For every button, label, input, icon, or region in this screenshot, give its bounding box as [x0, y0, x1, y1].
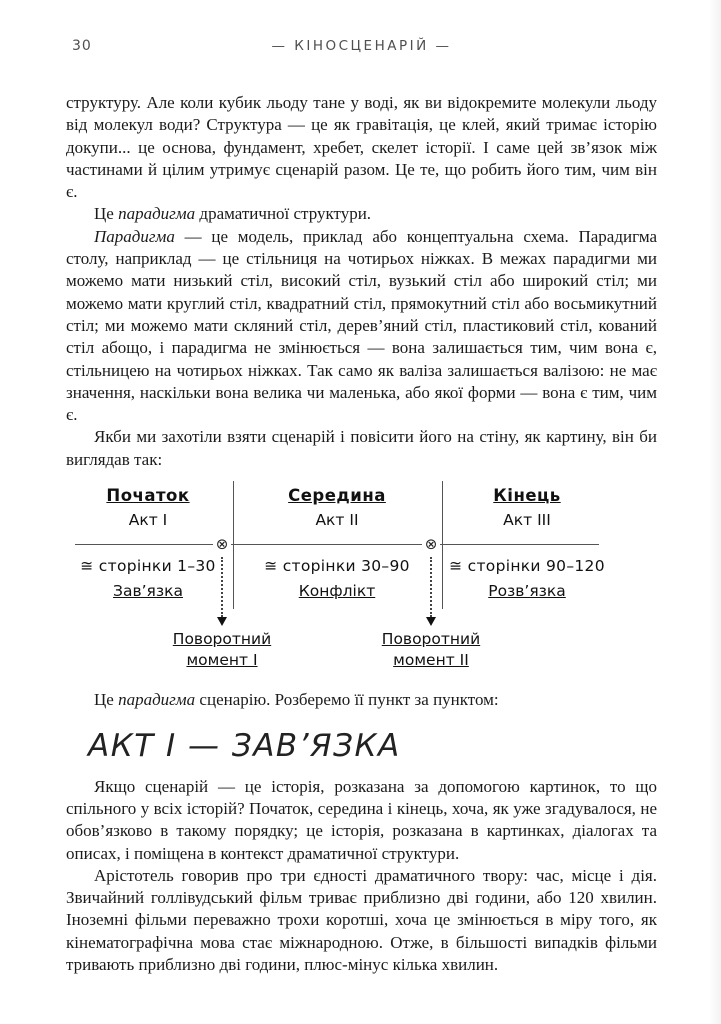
circled-times-icon: ⊗ [422, 535, 440, 553]
page-number: 30 [72, 38, 92, 54]
paragraph-paradigm-of-screenplay [66, 689, 657, 711]
paradigm-diagram [66, 477, 657, 679]
column-label: Конфлікт [298, 582, 376, 601]
arrowhead-icon [217, 617, 227, 626]
italic-term-paradigm: парадигма [118, 204, 196, 224]
circled-times-icon: ⊗ [213, 535, 231, 553]
diagram-column-end [439, 485, 615, 604]
turning-point-arrow-2 [430, 557, 432, 617]
diagram-column-beginning [60, 485, 236, 604]
turning-point-line: Поворотний [381, 630, 481, 649]
turning-point-label-1 [147, 629, 297, 671]
paragraph-text: Це [94, 690, 119, 710]
paragraph-text: драматичної структури. [195, 204, 372, 224]
column-label: Розв’язка [488, 582, 566, 601]
italic-term-paradigm: Парадигма [94, 226, 175, 246]
diagram-column-middle [249, 485, 425, 604]
running-title: — КІНОСЦЕНАРІЙ — [271, 38, 452, 54]
column-act: Акт II [315, 511, 359, 530]
column-title: Кінець [493, 486, 561, 506]
column-title: Середина [288, 486, 386, 506]
paragraph-text: Це [94, 204, 119, 224]
paragraph-aristotle: Арістотель говорив про три єдності драматичного твору: час, місце і дія. Звичайний голлівудський фільм триває приблизно дві години, або 120 хвилин. Іноземні фільми переважно трохи коротші, хоча це змінюється в міру того, як кінематографічна мова стає міжнародною. Отже, в більшості випадків фільми тривають приблизно дві години, плюс-мінус кілька хвилин. [66, 865, 657, 975]
turning-point-arrow-1 [221, 557, 223, 617]
turning-point-line: момент II [393, 651, 469, 670]
running-head [66, 38, 657, 58]
column-spacer [439, 533, 615, 555]
article-body [66, 92, 657, 976]
turning-point-line: Поворотний [172, 630, 272, 649]
paragraph-paradigm-definition [66, 226, 657, 427]
column-label: Зав’язка [113, 582, 183, 601]
column-spacer [60, 533, 236, 555]
paragraph-story-in-pictures: Якщо сценарій — це історія, розказана за допомогою картинок, то що спільного у всіх історій? Початок, середина і кінець, хоча, як уже згадувалося, не обов’язково в такому порядку; це історія, розказана в картинках, діалогах та описах, і поміщена в контекст драматичної структури. [66, 776, 657, 863]
turning-point-label-2 [356, 629, 506, 671]
column-act: Акт III [503, 511, 551, 530]
paragraph-paradigm-intro [66, 203, 657, 225]
turning-point-line: момент I [186, 651, 258, 670]
paragraph-text: — це модель, приклад або концептуальна схема. Парадигма столу, наприклад — це стільниця на чотирьох ніжках. В межах парадигми ми можемо мати низький стіл, високий стіл, вузький стіл або широкий стіл; ми можемо мати круглий стіл, квадратний стіл, прямокутний стіл або восьмикутний стіл; ми можемо мати скляний стіл, дерев’яний стіл, пластиковий стіл, кований стіл абощо, і парадигма не змінюється — вона залишається тим, чим вона є, стільницею на чотирьох ніжках. Так само як валіза залишається валізою: не має значення, наскільки вона велика чи маленька, або якої форми — вона є тим, чим є. [66, 226, 657, 425]
paragraph-text: сценарію. Розберемо її пункт за пунктом: [195, 690, 499, 710]
column-title: Початок [106, 486, 190, 506]
column-pages: ≅ сторінки 90–120 [449, 557, 605, 576]
paragraph-structure: структуру. Але коли кубик льоду тане у воді, як ви відокремите молекули льоду від молекул води? Структура — це як гравітація, це клей, який тримає історію докупи... це основа, фундамент, хребет, скелет історії. І саме цей зв’язок між частинами й цілим утримує сценарій разом. Це те, що робить його тим, чим він є. [66, 93, 657, 202]
arrowhead-icon [426, 617, 436, 626]
column-spacer [249, 533, 425, 555]
column-pages: ≅ сторінки 30–90 [264, 557, 410, 576]
column-act: Акт I [128, 511, 168, 530]
paragraph-hang-on-wall: Якби ми захотіли взяти сценарій і повісити його на стіну, як картину, він би виглядав так: [66, 427, 657, 469]
italic-term-paradigm: парадигма [118, 690, 196, 710]
section-heading-act1: АКТ І — ЗАВ’ЯЗКА [88, 728, 401, 765]
column-pages: ≅ сторінки 1–30 [80, 557, 216, 576]
